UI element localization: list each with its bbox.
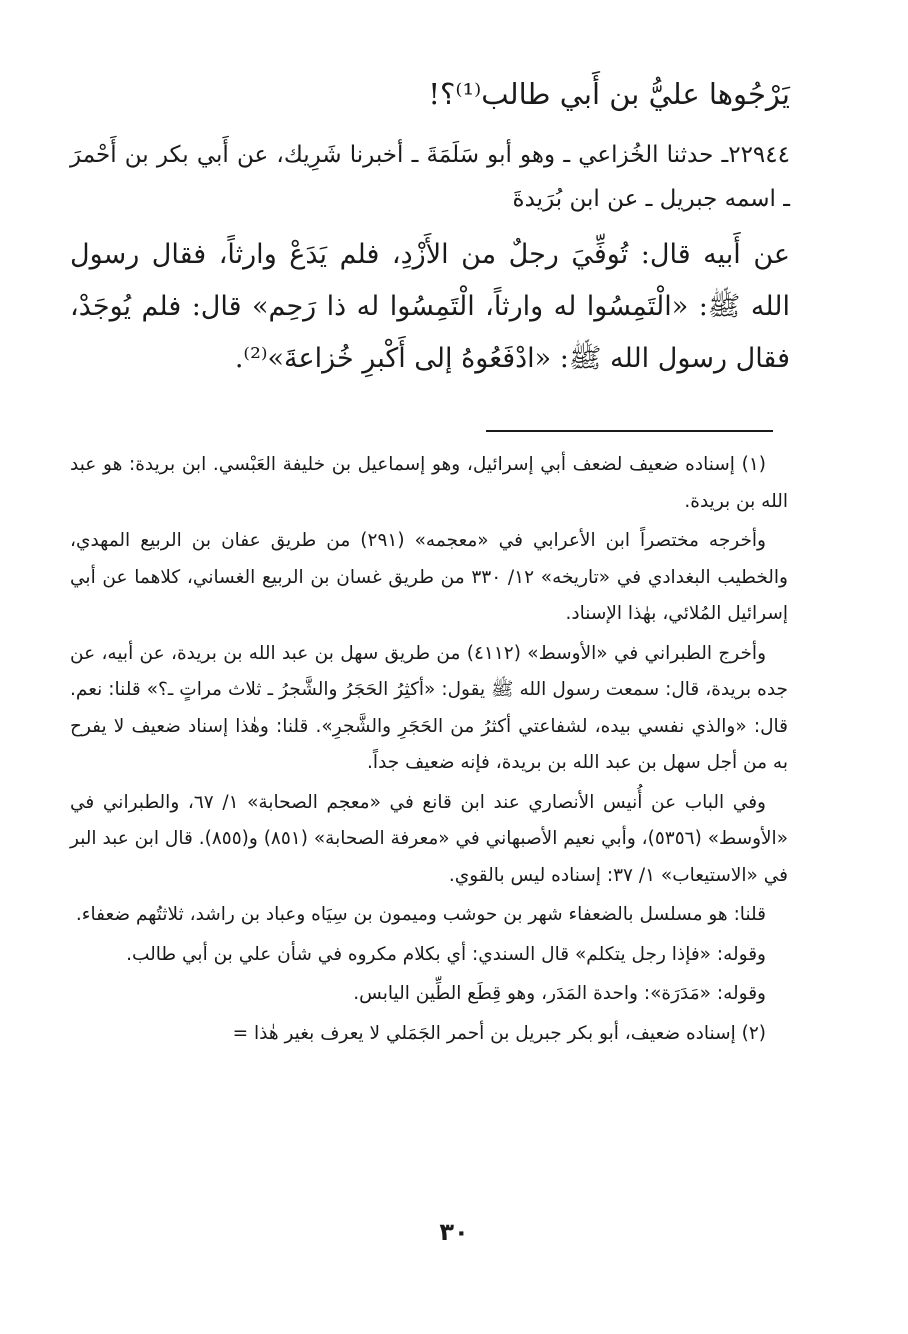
footnote-paragraph: وقوله: «فإذا رجل يتكلم» قال السندي: أي بكلام مكروه في شأن علي بن أبي طالب. bbox=[126, 943, 766, 965]
footnote-separator bbox=[486, 430, 773, 432]
footnote-paragraph: (٢) إسناده ضعيف، أبو بكر جبريل بن أحمر الجَمَلي لا يعرف بغير هٰذا = bbox=[232, 1022, 766, 1044]
footnote-paragraph: وأخرج الطبراني في «الأوسط» (٤١١٢) من طريق سهل بن عبد الله بن بريدة، عن أبيه، عن جده بريدة، قال: سمعت رسول الله ﷺ يقول: «أكثِرُ الحَجَرُ والشَّجرُ ـ ثلاث مراتٍ ـ؟» قلنا: نعم. قال: «والذي نفسي بيده، لشفاعتي أكثرُ من الحَجَرِ والشَّجرِ». قلنا: وهٰذا إسناد ضعيف لا يفرح به من أجل سهل بن عبد الله بن بريدة، فإنه ضعيف جداً. bbox=[70, 642, 788, 773]
footnote-paragraph: وفي الباب عن أُنيس الأنصاري عند ابن قانع في «معجم الصحابة» ١/ ٦٧، والطبراني في «الأوسط» (٥٣٥٦)، وأبي نعيم الأصبهاني في «معرفة الصحابة» (٨٥١) و(٨٥٥). قال ابن عبد البر في «الاستيعاب» ١/ ٣٧: إسناده ليس بالقوي. bbox=[70, 791, 789, 886]
continuation-line: يَرْجُوها عليُّ بن أَبي طالب⁽¹⁾؟! bbox=[428, 77, 790, 111]
footnotes bbox=[70, 447, 788, 1055]
page-number: ٣٠ bbox=[439, 1218, 469, 1246]
footnote-paragraph: قلنا: هو مسلسل بالضعفاء شهر بن حوشب وميمون بن سِيَاه وعباد بن راشد، ثلاثتُهم ضعفاء. bbox=[75, 904, 766, 925]
footnote-paragraph: وأخرجه مختصراً ابن الأعرابي في «معجمه» (٢٩١) من طريق عفان بن الربيع المهدي، والخطيب البغدادي في «تاريخه» ١٢/ ٣٣٠ من طريق غسان بن الربيع الغساني، كلاهما عن أبي إسرائيل المُلائي، بهٰذا الإسناد. bbox=[70, 530, 788, 624]
hadith-header: ٢٢٩٤٤ـ حدثنا الخُزاعي ـ وهو أبو سَلَمَةَ ـ أخبرنا شَرِيك، عن أَبي بكر بن أَحْمرَ ـ اسمه جبريل ـ عن ابن بُرَيدةَ bbox=[70, 142, 790, 212]
footnote-paragraph: وقوله: «مَدَرَة»: واحدة المَدَر، وهو قِطَع الطِّين اليابس. bbox=[353, 983, 766, 1004]
footnote-paragraph: (١) إسناده ضعيف لضعف أبي إسرائيل، وهو إسماعيل بن خليفة العَبْسي. ابن بريدة: هو عبد الله بن بريدة. bbox=[70, 454, 788, 512]
main-text bbox=[70, 60, 790, 385]
hadith-text: عن أَبيه قال: تُوفِّيَ رجلٌ من الأَزْدِ، فلم يَدَعْ وارثاً، فقال رسول الله ﷺ: «الْتَمِسُوا له وارثاً، الْتَمِسُوا له ذا رَحِم» قال: فلم يُوجَدْ، فقال رسول الله ﷺ: «ادْفَعُوهُ إلى أَكْبرِ خُزاعةَ»⁽²⁾. bbox=[70, 239, 790, 374]
